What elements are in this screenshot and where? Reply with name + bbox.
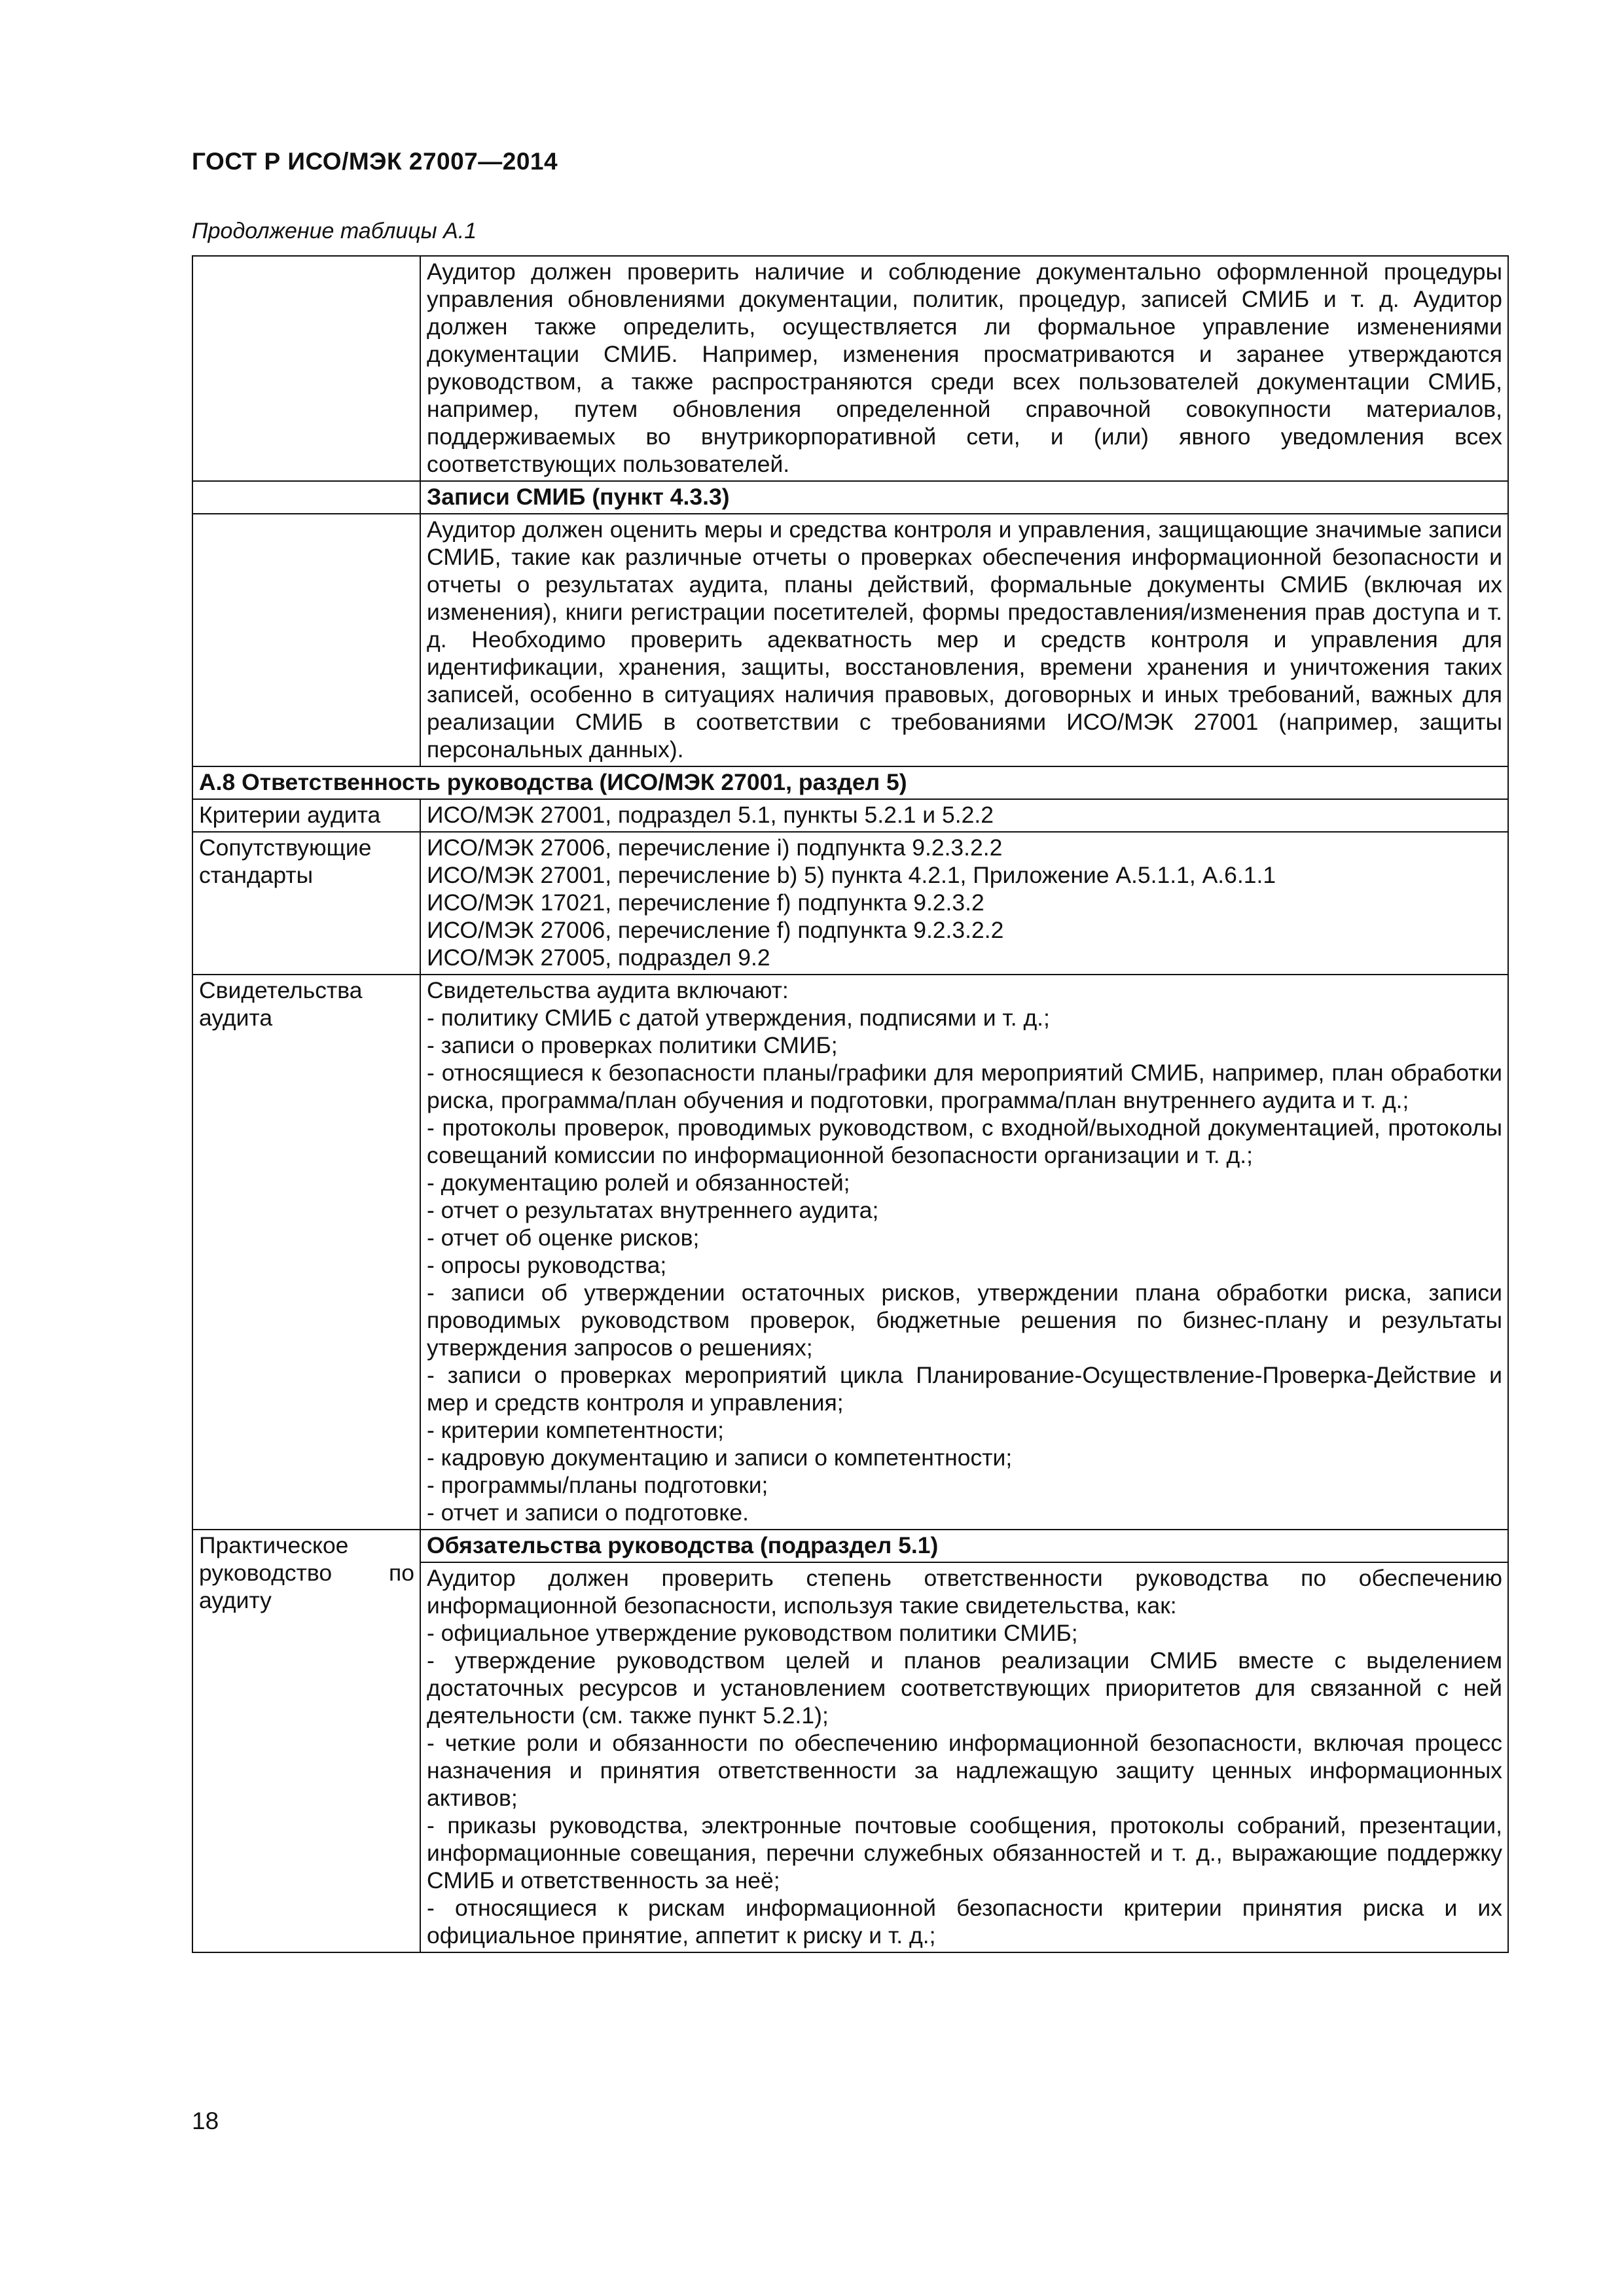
commitment-item: - официальное утверждение руководством политики СМИБ; [427, 1620, 1078, 1646]
related-standard-item: ИСО/МЭК 27006, перечисление i) подпункта 9.2.3.2.2 [427, 834, 1003, 861]
empty-cell [192, 256, 420, 481]
commitment-heading: Обязательства руководства (подраздел 5.1) [420, 1530, 1508, 1562]
evidence-item: - отчет об оценке рисков; [427, 1225, 700, 1251]
evidence-item: - документацию ролей и обязанностей; [427, 1170, 850, 1196]
table-row [192, 975, 1508, 1530]
evidence-item: - критерии компетентности; [427, 1417, 725, 1443]
evidence-item: - записи о проверках мероприятий цикла Планирование-Осуществление-Проверка-Действие и мер и средств контроля и управления; [427, 1362, 1502, 1416]
related-standard-item: ИСО/МЭК 27006, перечисление f) подпункта 9.2.3.2.2 [427, 917, 1004, 943]
evidence-item: - кадровую документацию и записи о компетентности; [427, 1444, 1013, 1471]
criteria-value: ИСО/МЭК 27001, подраздел 5.1, пункты 5.2.1 и 5.2.2 [420, 799, 1508, 832]
guidance-label: Практическое руководство по аудиту [192, 1530, 420, 1952]
evidence-list [420, 975, 1508, 1530]
records-heading: Записи СМИБ (пункт 4.3.3) [420, 481, 1508, 514]
evidence-label: Свидетельства аудита [192, 975, 420, 1530]
empty-cell [192, 514, 420, 766]
document-header: ГОСТ Р ИСО/МЭК 27007—2014 [192, 148, 558, 175]
evidence-item: - отчет и записи о подготовке. [427, 1499, 749, 1526]
table-caption: Продолжение таблицы А.1 [192, 219, 477, 243]
doc-control-text: Аудитор должен проверить наличие и соблюдение документально оформленной процедуры управления обновлениями документации, политик, процедур, записей СМИБ и т. д. Аудитор должен также определить, осуществляется ли формальное управление изменениями документации СМИБ. Например, изменения просматриваются и заранее утверждаются руководством, а также распространяются среди всех пользователей документации СМИБ, например, путем обновления определенной справочной совокупности материалов, поддерживаемых во внутрикорпоративной сети, и (или) явного уведомления всех соответствующих пользователей. [420, 256, 1508, 481]
related-standard-item: ИСО/МЭК 27001, перечисление b) 5) пункта 4.2.1, Приложение А.5.1.1, А.6.1.1 [427, 862, 1276, 888]
related-standards-list [420, 832, 1508, 975]
page-number: 18 [192, 2108, 219, 2134]
evidence-item: - записи об утверждении остаточных рисков, утверждении плана обработки риска, записи проводимых руководством проверок, бюджетные решения по бизнес-плану и результаты утверждения запросов о решениях; [427, 1280, 1502, 1361]
commitment-item: - относящиеся к рискам информационной безопасности критерии принятия риска и их официальное принятие, аппетит к риску и т. д.; [427, 1895, 1502, 1948]
table-row [192, 832, 1508, 975]
audit-table [192, 255, 1509, 1953]
table-row [192, 256, 1508, 481]
evidence-item: - опросы руководства; [427, 1252, 667, 1278]
evidence-item: - относящиеся к безопасности планы/графики для мероприятий СМИБ, например, план обработки риска, программа/план обучения и подготовки, программа/план внутреннего аудита и т. д.; [427, 1060, 1502, 1113]
evidence-item: - отчет о результатах внутреннего аудита; [427, 1197, 879, 1223]
related-standards-label: Сопутствующие стандарты [192, 832, 420, 975]
table-row [192, 799, 1508, 832]
table-row [192, 514, 1508, 766]
criteria-label: Критерии аудита [192, 799, 420, 832]
section-row [192, 766, 1508, 799]
commitment-item: - приказы руководства, электронные почтовые сообщения, протоколы собраний, презентации, информационные совещания, перечни служебных обязанностей и т. д., выражающие поддержку СМИБ и ответственность за неё; [427, 1812, 1502, 1893]
section-a8-heading: А.8 Ответственность руководства (ИСО/МЭК 27001, раздел 5) [192, 766, 1508, 799]
table-row [192, 481, 1508, 514]
table-row [192, 1530, 1508, 1562]
commitment-intro: Аудитор должен проверить степень ответственности руководства по обеспечению информационной безопасности, используя такие свидетельства, как: [427, 1565, 1502, 1619]
empty-cell [192, 481, 420, 514]
commitment-item: - утверждение руководством целей и планов реализации СМИБ вместе с выделением достаточных ресурсов и установлением соответствующих приоритетов для связанной с ней деятельности (см. также пункт 5.2.1); [427, 1647, 1502, 1729]
commitment-list [420, 1562, 1508, 1952]
evidence-intro: Свидетельства аудита включают: [427, 977, 789, 1003]
records-text: Аудитор должен оценить меры и средства контроля и управления, защищающие значимые записи СМИБ, такие как различные отчеты о проверках обеспечения информационной безопасности и отчеты о результатах аудита, планы действий, формальные документы СМИБ (включая их изменения), книги регистрации посетителей, формы предоставления/изменения прав доступа и т. д. Необходимо проверить адекватность мер и средств контроля и управления для идентификации, хранения, защиты, восстановления, времени хранения и уничтожения таких записей, особенно в ситуациях наличия правовых, договорных и иных требований, важных для реализации СМИБ в соответствии с требованиями ИСО/МЭК 27001 (например, защиты персональных данных). [420, 514, 1508, 766]
evidence-item: - записи о проверках политики СМИБ; [427, 1032, 838, 1058]
evidence-item: - протоколы проверок, проводимых руководством, с входной/выходной документацией, протоколы совещаний комиссии по информационной безопасности организации и т. д.; [427, 1115, 1502, 1168]
commitment-item: - четкие роли и обязанности по обеспечению информационной безопасности, включая процесс назначения и принятия ответственности за надлежащую защиту ценных информационных активов; [427, 1730, 1502, 1811]
related-standard-item: ИСО/МЭК 27005, подраздел 9.2 [427, 944, 770, 971]
evidence-item: - программы/планы подготовки; [427, 1472, 768, 1498]
related-standard-item: ИСО/МЭК 17021, перечисление f) подпункта 9.2.3.2 [427, 889, 984, 916]
evidence-item: - политику СМИБ с датой утверждения, подписями и т. д.; [427, 1005, 1050, 1031]
